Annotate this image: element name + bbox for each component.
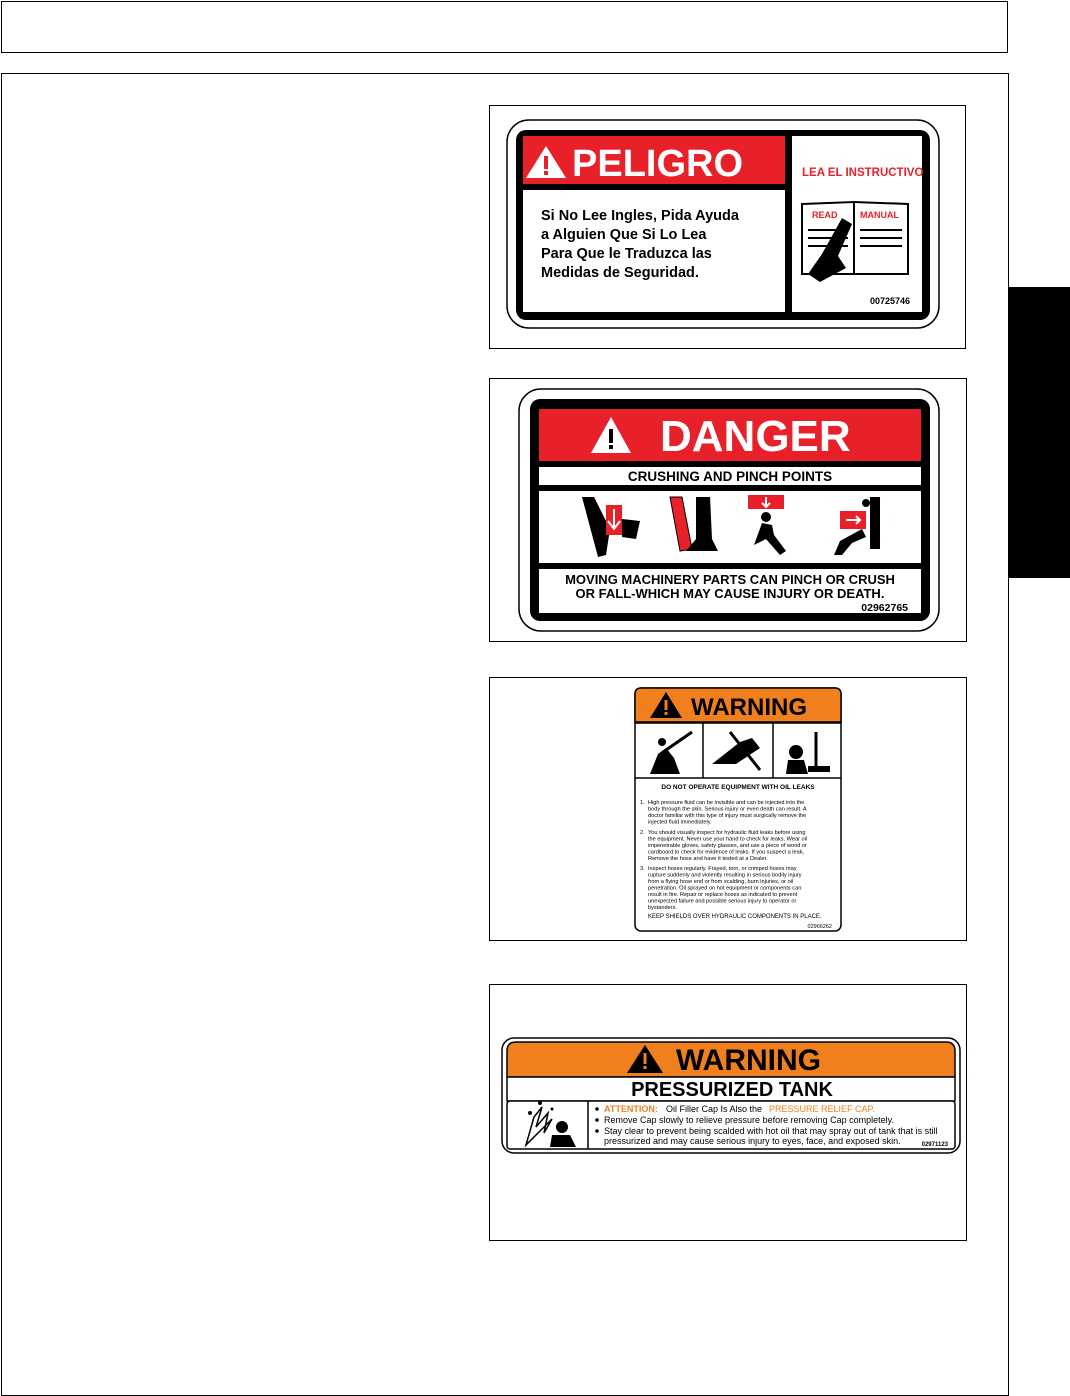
bullet-dot [595,1107,599,1111]
tank-bullet-2: Remove Cap slowly to relieve pressure before removing Cap completely. [604,1115,894,1125]
decal-oil-leak [490,678,966,940]
oil-leak-item-1-line: High pressure fluid can be invisible and can be injected into the [648,800,805,806]
decal-peligro-box [489,105,966,349]
tank-part-number: 02971123 [921,1142,948,1148]
tank-bullet-3b: pressurized and may cause serious injury to eyes, face, and exposed skin. [604,1136,901,1146]
decal-oil-leak-box [489,677,967,941]
book-read-label: READ [812,210,838,220]
peligro-line-4: Medidas de Seguridad. [541,265,699,281]
tank-attention-highlight: PRESSURE RELIEF CAP. [769,1104,875,1114]
oil-leak-item-2-line: Remove the hose and have it tested at a Dealer. [648,856,768,862]
decal-danger-box [489,378,967,642]
peligro-line-1: Si No Lee Ingles, Pida Ayuda [541,208,739,224]
oil-leak-item-2-line: the equipment. Never use your hand to check for leaks. Wear oil [648,836,808,843]
svg-text:2.: 2. [640,830,645,836]
decal-pressurized-tank [490,985,966,1240]
oil-leak-item-3-line: from a flying hose end or from scalding, burn injuries, or oil [648,879,794,885]
oil-leak-heading: DO NOT OPERATE EQUIPMENT WITH OIL LEAKS [661,784,815,791]
decal-peligro [490,106,965,348]
book-manual-label: MANUAL [860,210,899,220]
danger-part-number: 02962765 [861,602,908,614]
danger-subtitle: CRUSHING AND PINCH POINTS [627,469,833,484]
oil-leak-item-1-line: doctor familiar with this type of injury must surgically remove the [648,813,807,819]
danger-message-line-1: MOVING MACHINERY PARTS CAN PINCH OR CRUSH [565,572,895,587]
oil-leak-item-3-line: result in fire. Repair or replace hoses as indicated to prevent [648,892,798,898]
oil-leak-item-3-line: unexpected failure and possible serious injury to operator or [648,898,797,905]
section-thumb-tab [1009,287,1070,578]
peligro-signal-word: PELIGRO [572,143,744,185]
oil-leak-item-3 [640,866,802,911]
tank-subtitle: PRESSURIZED TANK [631,1079,833,1101]
peligro-line-2: a Alguien Que Si Lo Lea [541,227,707,243]
oil-leak-item-2-line: You should visually inspect for hydraulic fluid leaks before using [648,830,806,836]
danger-message-line-2: OR FALL-WHICH MAY CAUSE INJURY OR DEATH. [575,586,885,601]
oil-leak-item-3-line: bystanders. [648,905,677,911]
oil-leak-item-3-line: penetration. Oil sprayed on hot equipment or components can [648,885,802,892]
tank-signal-word: WARNING [676,1044,821,1077]
danger-signal-word: DANGER [660,412,851,461]
oil-leak-part-number: 02966262 [807,924,832,930]
tank-attention-label: ATTENTION: [604,1104,658,1114]
tank-bullet-3a: Stay clear to prevent being scalded with hot oil that may spray out of tank that is still [604,1126,938,1136]
oil-leak-item-1-line: injected fluid immediately. [648,819,712,826]
decal-pressurized-tank-box [489,984,967,1241]
oil-leak-item-1-line: body through the skin. Serious injury or even death can result. A [648,806,807,813]
lea-instructivo-label: LEA EL INSTRUCTIVO [802,167,924,179]
oil-leak-item-3-line: rupture suddenly and violently resulting in serious bodily injury [648,872,802,879]
svg-text:1.: 1. [640,800,645,806]
oil-leak-signal-word: WARNING [691,694,807,721]
peligro-line-3: Para Que le Traduzca las [541,246,712,262]
oil-leak-item-2-line: impenetrable gloves, safety glasses, and use a piece of wood or [648,843,807,849]
decal-danger [490,379,966,641]
bullet-dot [595,1118,599,1122]
svg-text:3.: 3. [640,866,645,872]
oil-leak-footer: KEEP SHIELDS OVER HYDRAULIC COMPONENTS IN PLACE. [648,914,822,920]
tank-attention-text: Oil Filler Cap Is Also the [666,1104,763,1114]
bullet-dot [595,1129,599,1133]
peligro-part-number: 00725746 [870,296,911,306]
oil-leak-item-2-line: cardboard to check for evidence of leaks. If you suspect a leak, [648,849,805,856]
page-header-box [1,1,1008,53]
oil-leak-item-3-line: Inspect hoses regularly. Frayed, torn, or crimped hoses may [648,866,797,872]
